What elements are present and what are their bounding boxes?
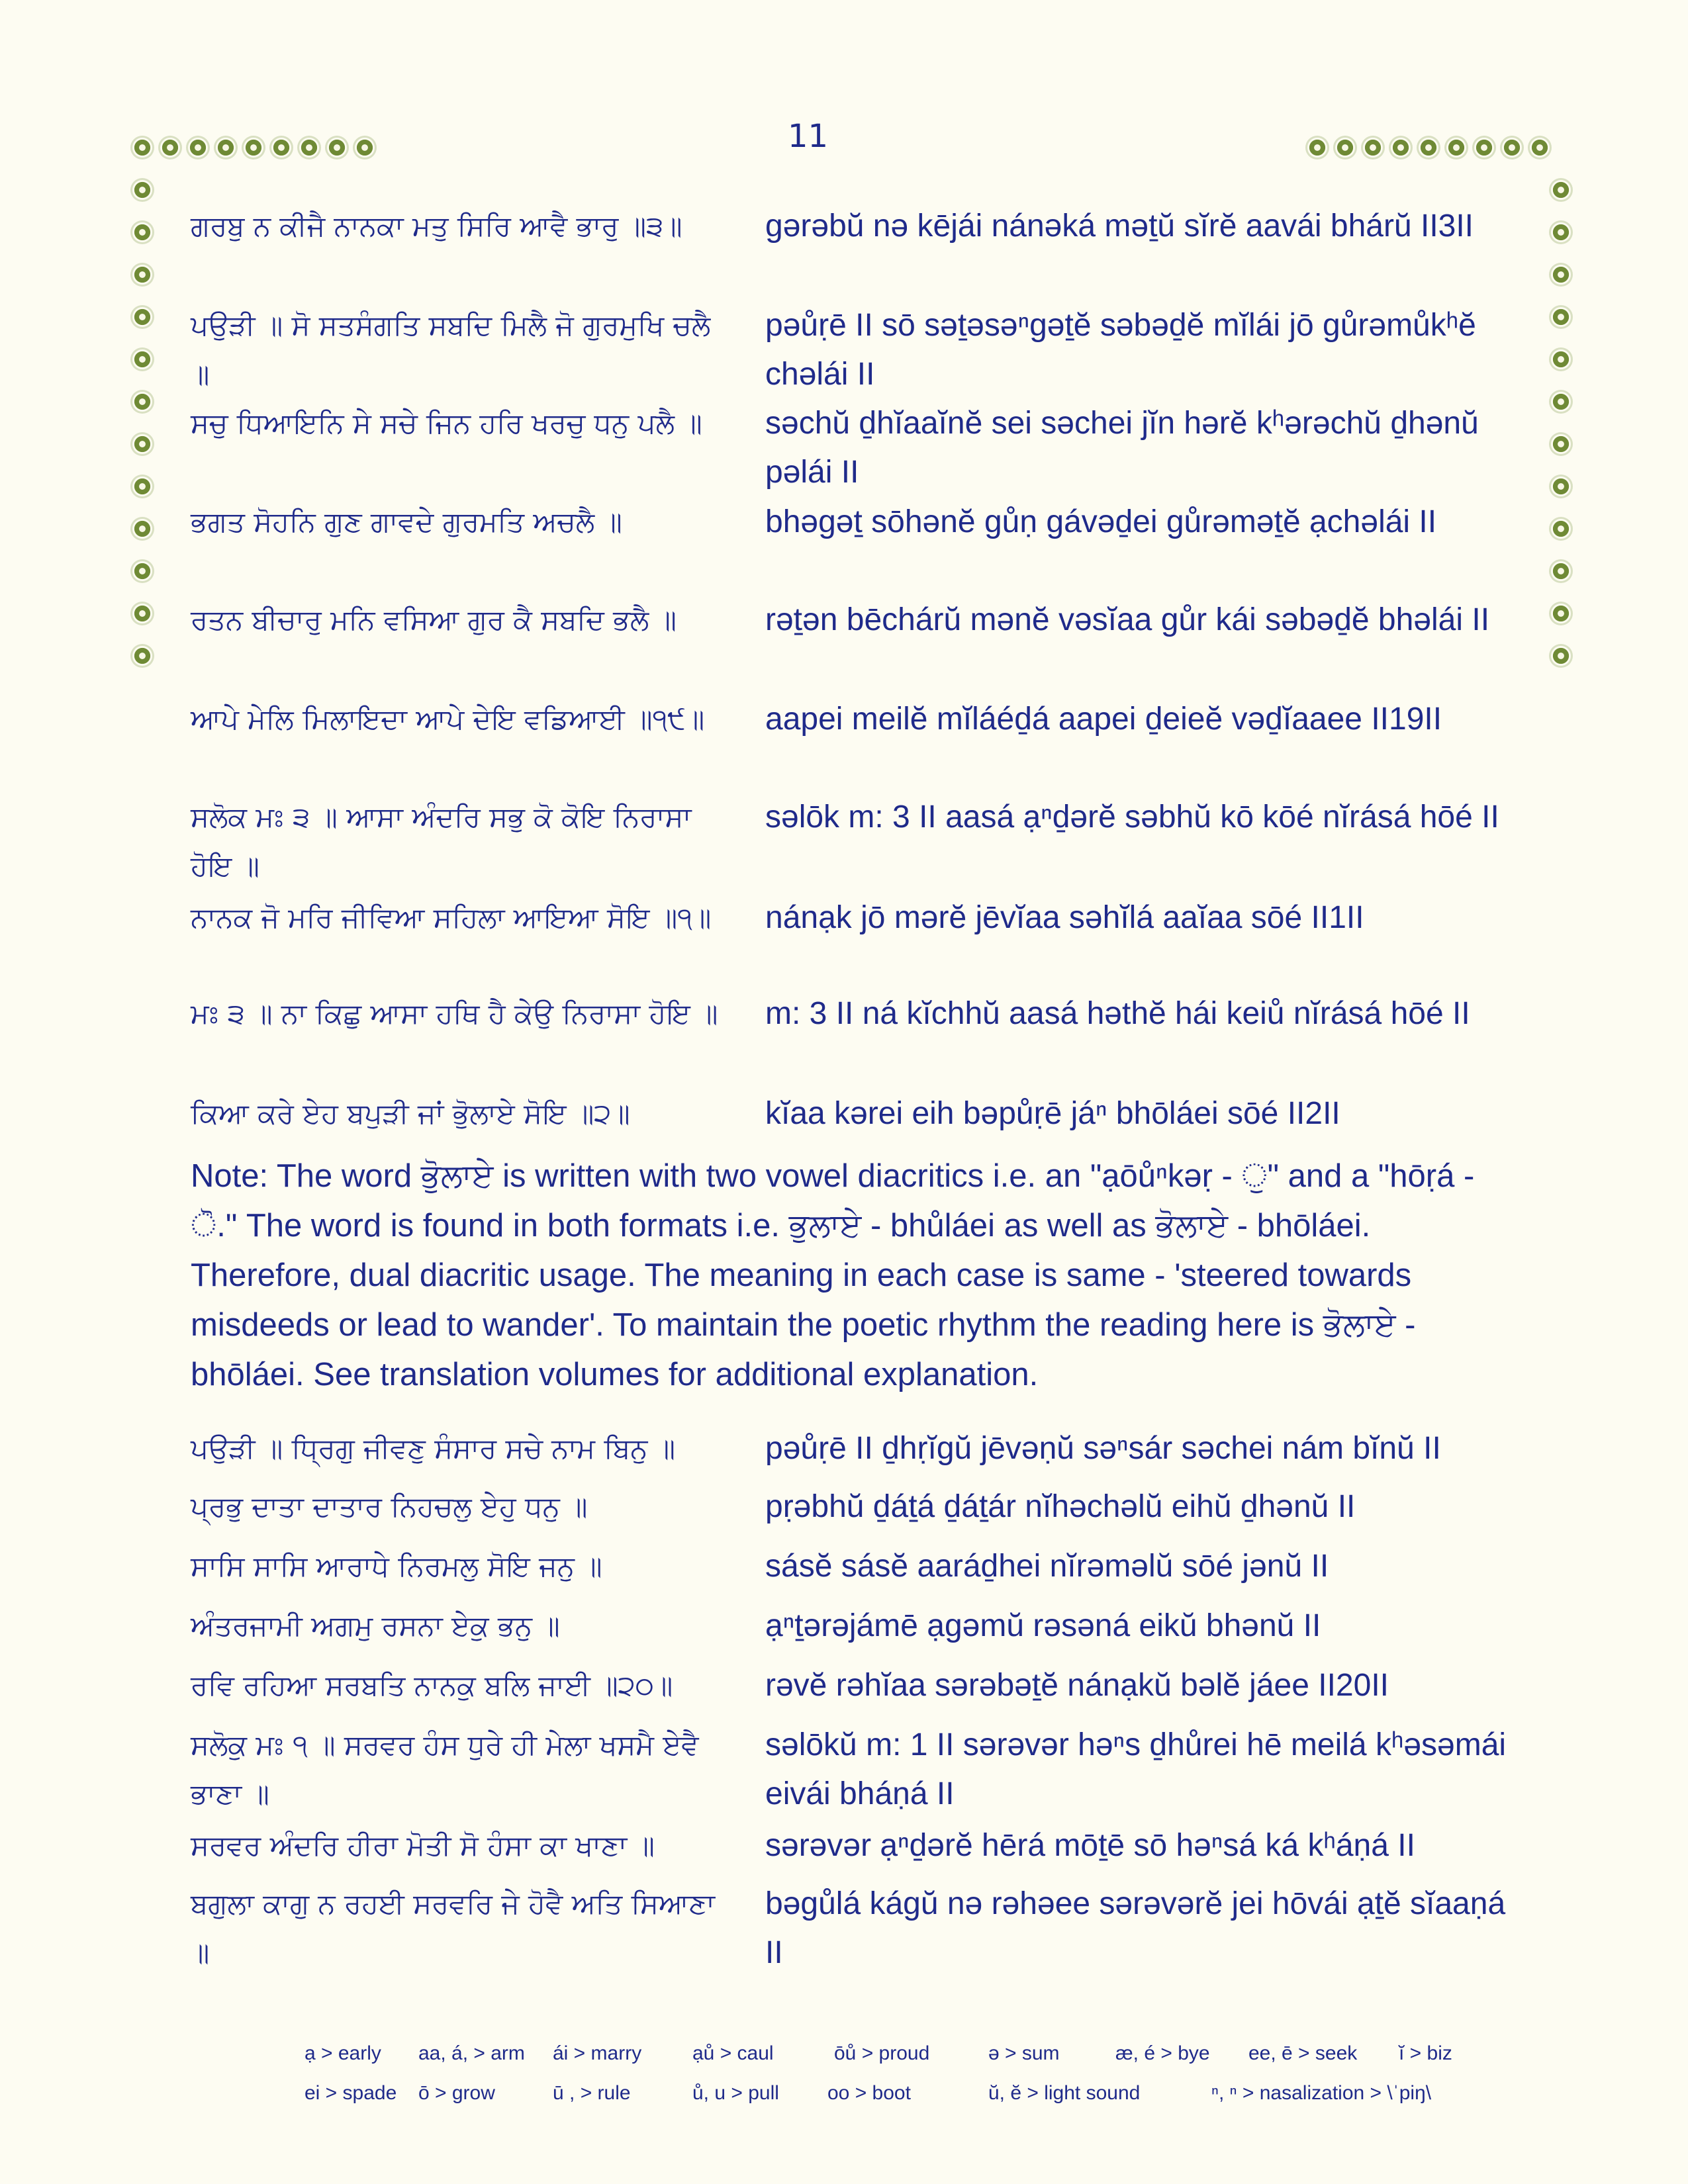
transliteration-line: kĭaa kərei eih bəpůṛē jáⁿ bhōláei sōé II2II xyxy=(765,1096,1340,1131)
gurmukhi-line: ਪਉੜੀ ॥ ਧ੍ਰਿਗੁ ਜੀਵਣੁ ਸੰਸਾਰ ਸਚੇ ਨਾਮ ਬਿਨੁ ॥ xyxy=(191,1432,676,1465)
legend-row xyxy=(305,2042,1496,2082)
pronunciation-legend xyxy=(305,2042,1496,2122)
transliteration-line: m: 3 II ná kĭchhŭ aasá həthĕ hái keiů nĭrásá hōé II xyxy=(765,996,1470,1031)
gurmukhi-line: ਸਾਸਿ ਸਾਸਿ ਆਰਾਧੇ ਨਿਰਮਲੁ ਸੋਇ ਜਨੁ ॥ xyxy=(191,1550,602,1582)
gurmukhi-line: ਅੰਤਰਜਾਮੀ ਅਗਮੁ ਰਸਨਾ ਏਕੁ ਭਨੁ ॥ xyxy=(191,1610,560,1642)
transliteration-line: aapei meilĕ mĭláéḏá aapei ḏeieĕ vəḏĭaaee II19II xyxy=(765,702,1442,737)
transliteration-line: pəůṛē II ḏhṛĭgŭ jēvəṇŭ səⁿsár səchei nám bĭnŭ II xyxy=(765,1431,1441,1466)
flower-ornament-icon xyxy=(132,477,152,496)
gurmukhi-line: ਭਗਤ ਸੋਹਨਿ ਗੁਣ ਗਾਵਦੇ ਗੁਰਮਤਿ ਅਚਲੈ ॥ xyxy=(191,506,622,538)
flower-ornament-icon xyxy=(132,392,152,412)
transliteration-line: səlōk m: 3 II aasá ạⁿḏərĕ səbhŭ kō kōé nĭrásá hōé II xyxy=(765,799,1499,835)
flower-ornament-icon xyxy=(1307,138,1327,158)
gurmukhi-line: ਕਿਆ ਕਰੇ ਏਹ ਬਪੁੜੀ ਜਾਂ ਭੁੋਲਾਏ ਸੋਇ ॥੨॥ xyxy=(191,1097,630,1130)
legend-item: ů, u > pull xyxy=(692,2082,779,2104)
transliteration-line: bəgůlá kágŭ nə rəhəee sərəvərĕ jei hōvái ạṯĕ sĭaaṇá II xyxy=(765,1886,1506,1970)
legend-item: ū , > rule xyxy=(553,2082,631,2104)
flower-ornament-icon xyxy=(1551,222,1571,242)
flower-ornament-icon xyxy=(132,180,152,200)
flower-ornament-icon xyxy=(132,646,152,666)
transliteration-line: səlōkŭ m: 1 II sərəvər həⁿs ḏhůrei hē meilá kʰəsəmái eivái bháṇá II xyxy=(765,1727,1507,1811)
gurmukhi-line: ਸਰਵਰ ਅੰਦਰਿ ਹੀਰਾ ਮੋਤੀ ਸੋ ਹੰਸਾ ਕਾ ਖਾਣਾ ॥ xyxy=(191,1829,655,1862)
transliteration-line: ạⁿṯərəjámē ạgəmŭ rəsəná eikŭ bhənŭ II xyxy=(765,1608,1321,1643)
flower-ornament-icon xyxy=(132,519,152,539)
transliteration-line: nánạk jō mərĕ jēvĭaa səhĭlá aaĭaa sōé II1II xyxy=(765,900,1364,935)
legend-item: oo > boot xyxy=(827,2082,911,2104)
transliteration-line: pṛəbhŭ ḏáṯá ḏáṯár nĭhəchəlŭ eihŭ ḏhənŭ II xyxy=(765,1489,1356,1524)
legend-item: ĭ > biz xyxy=(1399,2042,1452,2064)
flower-ornament-icon xyxy=(132,265,152,285)
legend-item: ⁿ, ⁿ > nasalization > \ˈpiŋ\ xyxy=(1211,2082,1432,2104)
flower-ornament-icon xyxy=(1551,519,1571,539)
transliteration-line: səchŭ ḏhĭaaĭnĕ sei səchei jĭn hərĕ kʰərəchŭ ḏhənŭ pəlái II xyxy=(765,406,1479,490)
gurmukhi-line: ਸਲੋਕ ਮਃ ੩ ॥ ਆਸਾ ਅੰਦਰਿ ਸਭੁ ਕੋ ਕੋਇ ਨਿਰਾਸਾ ਹੋਇ ॥ xyxy=(191,801,692,882)
legend-item: ō > grow xyxy=(418,2082,495,2104)
gurmukhi-line: ਗਰਬੁ ਨ ਕੀਜੈ ਨਾਨਕਾ ਮਤੁ ਸਿਰਿ ਆਵੈ ਭਾਰੁ ॥੩॥ xyxy=(191,210,682,242)
flower-ornament-icon xyxy=(132,138,152,158)
legend-item: ee, ē > seek xyxy=(1248,2042,1358,2064)
flower-ornament-icon xyxy=(327,138,347,158)
legend-item: ōů > proud xyxy=(834,2042,930,2064)
flower-ornament-icon xyxy=(1551,434,1571,454)
gurmukhi-line: ਸਲੋਕੁ ਮਃ ੧ ॥ ਸਰਵਰ ਹੰਸ ਧੁਰੇ ਹੀ ਮੇਲਾ ਖਸਮੈ ਏਵੈ ਭਾਣਾ ॥ xyxy=(191,1729,699,1810)
flower-ornament-icon xyxy=(1391,138,1411,158)
flower-ornament-icon xyxy=(1474,138,1494,158)
explanatory-note: Note: The word ਭੁੋਲਾਏ is written with two vowel diacritics i.e. an "ạōůⁿkəṛ - ੁ" and a "hōṛá - ੋ." The word is found in both formats i.e. ਭੁਲਾਏ - bhůláei as well as ਭੋਲਾਏ - bhōláei. Therefore, dual diacritic usage. The meaning in each case is same - 'steered towards misdeeds or lead to wander'. To maintain the poetic rhythm the reading here is ਭੋਲਾਏ - bhōláei. See translation volumes for additional explanation. xyxy=(191,1158,1475,1392)
transliteration-line: gərəbŭ nə kējái nánəká məṯŭ sĭrĕ aavái bhárŭ II3II xyxy=(765,208,1474,244)
flower-ornament-icon xyxy=(132,349,152,369)
flower-ornament-icon xyxy=(1551,604,1571,623)
transliteration-line: rəṯən bēchárŭ mənĕ vəsĭaa gůr kái səbəḏĕ bhəlái II xyxy=(765,602,1490,637)
flower-ornament-icon xyxy=(132,222,152,242)
flower-ornament-icon xyxy=(188,138,208,158)
flower-ornament-icon xyxy=(244,138,263,158)
legend-item: ei > spade xyxy=(305,2082,397,2104)
gurmukhi-line: ਮਃ ੩ ॥ ਨਾ ਕਿਛੁ ਆਸਾ ਹਥਿ ਹੈ ਕੇਉ ਨਿਰਾਸਾ ਹੋਇ ॥ xyxy=(191,997,718,1030)
legend-item: ái > marry xyxy=(553,2042,642,2064)
flower-ornament-icon xyxy=(1502,138,1522,158)
flower-ornament-icon xyxy=(216,138,236,158)
flower-ornament-icon xyxy=(1446,138,1466,158)
transliteration-line: pəůṛē II sō səṯəsəⁿgəṯĕ səbəḏĕ mĭlái jō gůrəmůkʰĕ chəlái II xyxy=(765,308,1476,392)
flower-ornament-icon xyxy=(160,138,180,158)
flower-ornament-icon xyxy=(1419,138,1438,158)
flower-ornament-icon xyxy=(1551,477,1571,496)
flower-ornament-icon xyxy=(1551,265,1571,285)
page-number: 11 xyxy=(788,118,829,155)
gurmukhi-line: ਬਗੁਲਾ ਕਾਗੁ ਨ ਰਹਈ ਸਰਵਰਿ ਜੇ ਹੋਵੈ ਅਤਿ ਸਿਆਣਾ ॥ xyxy=(191,1888,716,1969)
flower-ornament-icon xyxy=(132,434,152,454)
flower-ornament-icon xyxy=(1551,392,1571,412)
gurmukhi-line: ਰਵਿ ਰਹਿਆ ਸਰਬਤਿ ਨਾਨਕੁ ਬਲਿ ਜਾਈ ॥੨੦॥ xyxy=(191,1669,673,1702)
flower-ornament-icon xyxy=(1335,138,1355,158)
flower-ornament-icon xyxy=(355,138,375,158)
flower-ornament-icon xyxy=(1551,561,1571,581)
flower-ornament-icon xyxy=(1551,307,1571,327)
legend-item: aa, á, > arm xyxy=(418,2042,525,2064)
gurmukhi-line: ਨਾਨਕ ਜੋ ਮਰਿ ਜੀਵਿਆ ਸਹਿਲਾ ਆਇਆ ਸੋਇ ॥੧॥ xyxy=(191,901,712,934)
gurmukhi-line: ਸਚੁ ਧਿਆਇਨਿ ਸੇ ਸਚੇ ਜਿਨ ਹਰਿ ਖਰਚੁ ਧਨੁ ਪਲੈ ॥ xyxy=(191,407,702,439)
transliteration-line: rəvĕ rəhĭaa sərəbəṯĕ nánạkŭ bəlĕ jáee II20II xyxy=(765,1668,1389,1703)
gurmukhi-line: ਰਤਨ ਬੀਚਾਰੁ ਮਨਿ ਵਸਿਆ ਗੁਰ ਕੈ ਸਬਦਿ ਭਲੈ ॥ xyxy=(191,604,677,636)
flower-ornament-icon xyxy=(1551,180,1571,200)
legend-item: ŭ, ĕ > light sound xyxy=(988,2082,1141,2104)
flower-ornament-icon xyxy=(271,138,291,158)
transliteration-line: sərəvər ạⁿḏərĕ hērá mōṯē sō həⁿsá ká kʰáṇá II xyxy=(765,1828,1415,1863)
flower-ornament-icon xyxy=(1363,138,1383,158)
flower-ornament-icon xyxy=(1551,646,1571,666)
gurmukhi-line: ਪਉੜੀ ॥ ਸੋ ਸਤਸੰਗਤਿ ਸਬਦਿ ਮਿਲੈ ਜੋ ਗੁਰਮੁਖਿ ਚਲੈ ॥ xyxy=(191,309,711,390)
legend-item: ə > sum xyxy=(988,2042,1060,2064)
flower-ornament-icon xyxy=(1530,138,1550,158)
flower-ornament-icon xyxy=(1551,349,1571,369)
legend-item: ạů > caul xyxy=(692,2042,774,2064)
gurmukhi-line: ਪ੍ਰਭੁ ਦਾਤਾ ਦਾਤਾਰ ਨਿਹਚਲੁ ਏਹੁ ਧਨੁ ॥ xyxy=(191,1490,588,1523)
legend-item: ạ > early xyxy=(305,2042,381,2064)
transliteration-line: bhəgəṯ sōhənĕ gůṇ gávəḏei gůrəməṯĕ ạchəlái II xyxy=(765,504,1437,539)
legend-row xyxy=(305,2082,1496,2122)
flower-ornament-icon xyxy=(299,138,319,158)
flower-ornament-icon xyxy=(132,307,152,327)
flower-ornament-icon xyxy=(132,561,152,581)
legend-item: æ, é > bye xyxy=(1115,2042,1210,2064)
gurmukhi-line: ਆਪੇ ਮੇਲਿ ਮਿਲਾਇਦਾ ਆਪੇ ਦੇਇ ਵਡਿਆਈ ॥੧੯॥ xyxy=(191,703,705,735)
flower-ornament-icon xyxy=(132,604,152,623)
transliteration-line: sásĕ sásĕ aaráḏhei nĭrəməlŭ sōé jənŭ II xyxy=(765,1549,1329,1584)
